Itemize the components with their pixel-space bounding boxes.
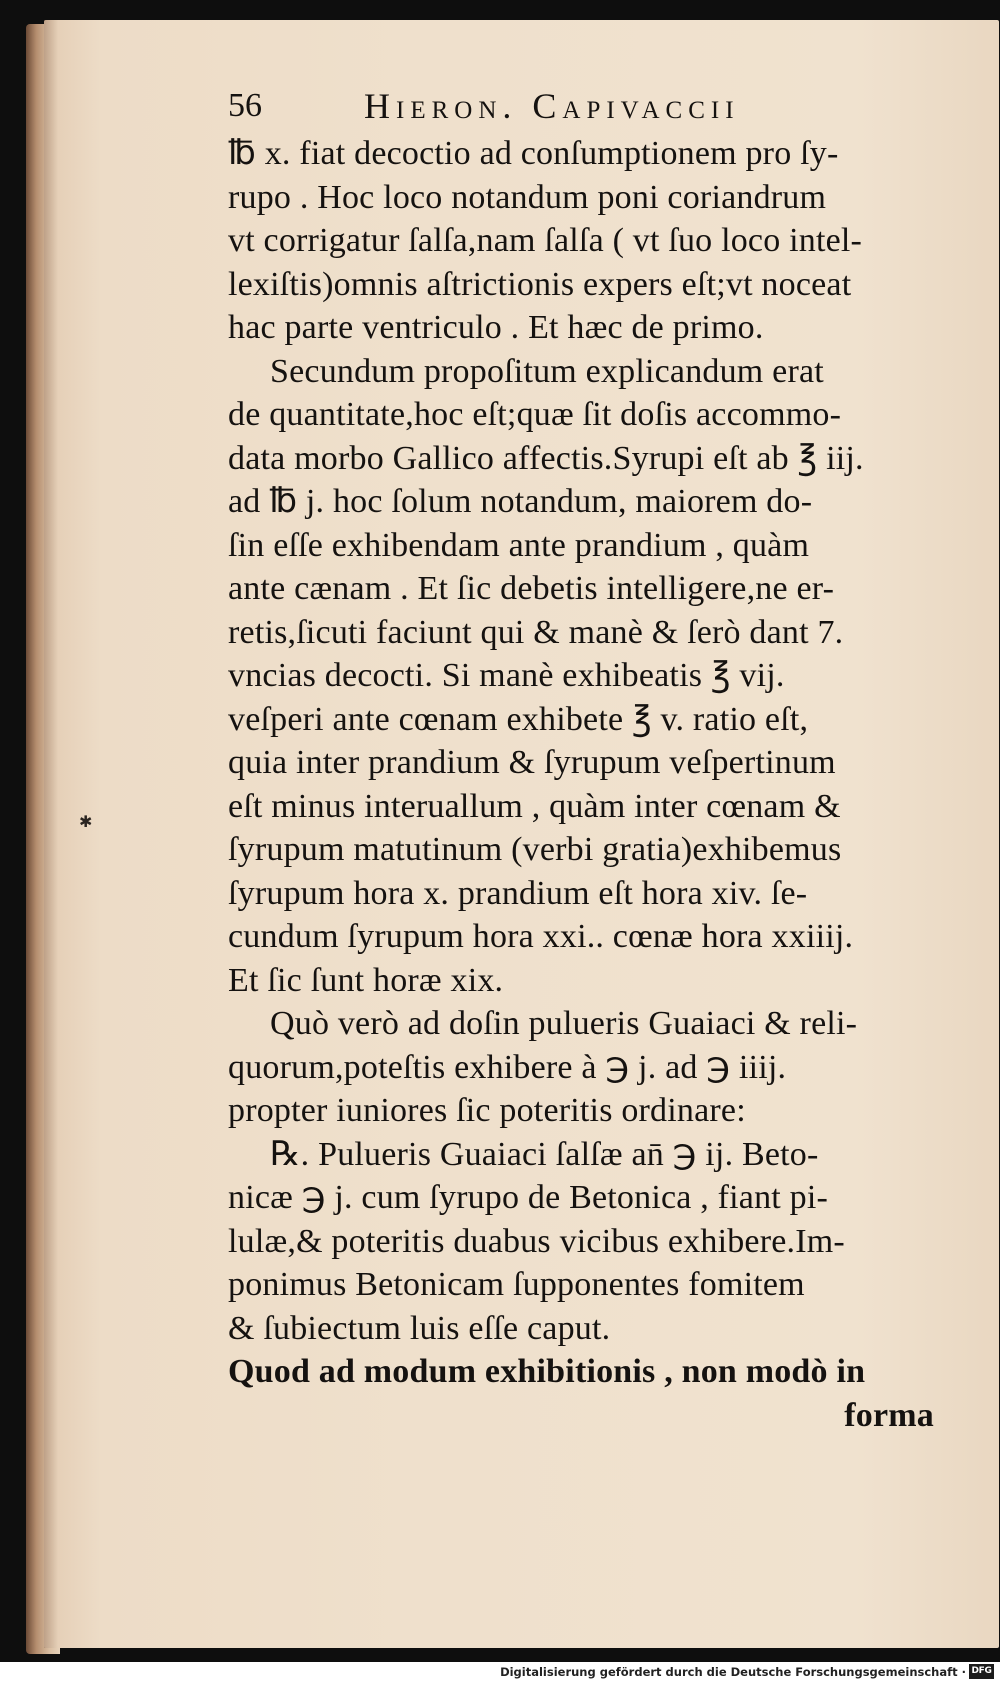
- text-line: quia inter prandium & ſyrupum veſpertinum: [228, 744, 836, 781]
- paragraph-start-line: Secundum propoſitum explicandum erat: [270, 352, 824, 390]
- text-line: de quantitate,hoc eſt;quæ ſit doſis accommo-: [228, 396, 842, 433]
- text-line: eſt minus interuallum , quàm inter cœnam &: [228, 787, 841, 825]
- text-line: ad ℔ j. hoc ſolum notandum, maiorem do-: [228, 483, 813, 520]
- paragraph-start-line: Quod ad modum exhibitionis , non modò in: [228, 1353, 866, 1390]
- text-line: data morbo Gallico affectis.Syrupi eſt ab ℥ iij.: [228, 439, 864, 477]
- text-line: ſin eſſe exhibendam ante prandium , quàm: [228, 526, 810, 564]
- text-line: ponimus Betonicam ſupponentes fomitem: [228, 1266, 805, 1303]
- running-head: [228, 80, 940, 132]
- ink-speck: ✱: [79, 812, 93, 831]
- text-line: ℔ x. fiat decoctio ad conſumptionem pro ſy-: [228, 135, 839, 172]
- paragraph-start-line: Quò verò ad doſin pulueris Guaiaci & reli-: [270, 1005, 858, 1042]
- text-line: & ſubiectum luis eſſe caput.: [228, 1309, 611, 1347]
- text-line: retis,ſicuti faciunt qui & manè & ſerò dant 7.: [228, 613, 844, 651]
- running-title: Hieron. Capivaccii: [364, 86, 740, 126]
- text-line: lexiſtis)omnis aſtrictionis expers eſt;vt noceat: [228, 265, 852, 303]
- text-line: cundum ſyrupum hora xxi.. cœnæ hora xxiiij.: [228, 918, 854, 955]
- text-line: propter iuniores ſic poteritis ordinare:: [228, 1092, 746, 1129]
- text-line: veſperi ante cœnam exhibete ℥ v. ratio eſt,: [228, 700, 809, 738]
- page-gutter-shadow: [44, 20, 58, 1648]
- text-block: [228, 80, 940, 1437]
- text-line: rupo . Hoc loco notandum poni coriandrum: [228, 178, 827, 216]
- text-line: ante cænam . Et ſic debetis intelligere,ne er-: [228, 570, 835, 607]
- text-line: vt corrigatur ſalſa,nam ſalſa ( vt ſuo loco intel-: [228, 222, 863, 259]
- dfg-logo: DFG: [969, 1664, 994, 1679]
- digitization-credit: Digitalisierung gefördert durch die Deutsche Forschungsgemeinschaft ·: [500, 1665, 966, 1679]
- text-line: ſyrupum matutinum (verbi gratia)exhibemus: [228, 831, 842, 868]
- text-line: quorum,poteſtis exhibere à ℈ j. ad ℈ iiij.: [228, 1048, 787, 1086]
- text-line: Et ſic ſunt horæ xix.: [228, 961, 504, 999]
- text-line: ſyrupum hora x. prandium eſt hora xiv. ſe-: [228, 874, 808, 912]
- text-line: hac parte ventriculo . Et hæc de primo.: [228, 309, 764, 346]
- page-number: 56: [228, 87, 262, 124]
- text-line: lulæ,& poteritis duabus vicibus exhibere.Im-: [228, 1222, 845, 1260]
- catchword: forma: [844, 1396, 934, 1434]
- text-line: nicæ ℈ j. cum ſyrupo de Betonica , fiant pi-: [228, 1179, 829, 1216]
- recipe-start-line: ℞. Pulueris Guaiaci ſalſæ an̄ ℈ ij. Beto-: [270, 1135, 819, 1173]
- text-line: vncias decocti. Si manè exhibeatis ℥ vij.: [228, 657, 785, 694]
